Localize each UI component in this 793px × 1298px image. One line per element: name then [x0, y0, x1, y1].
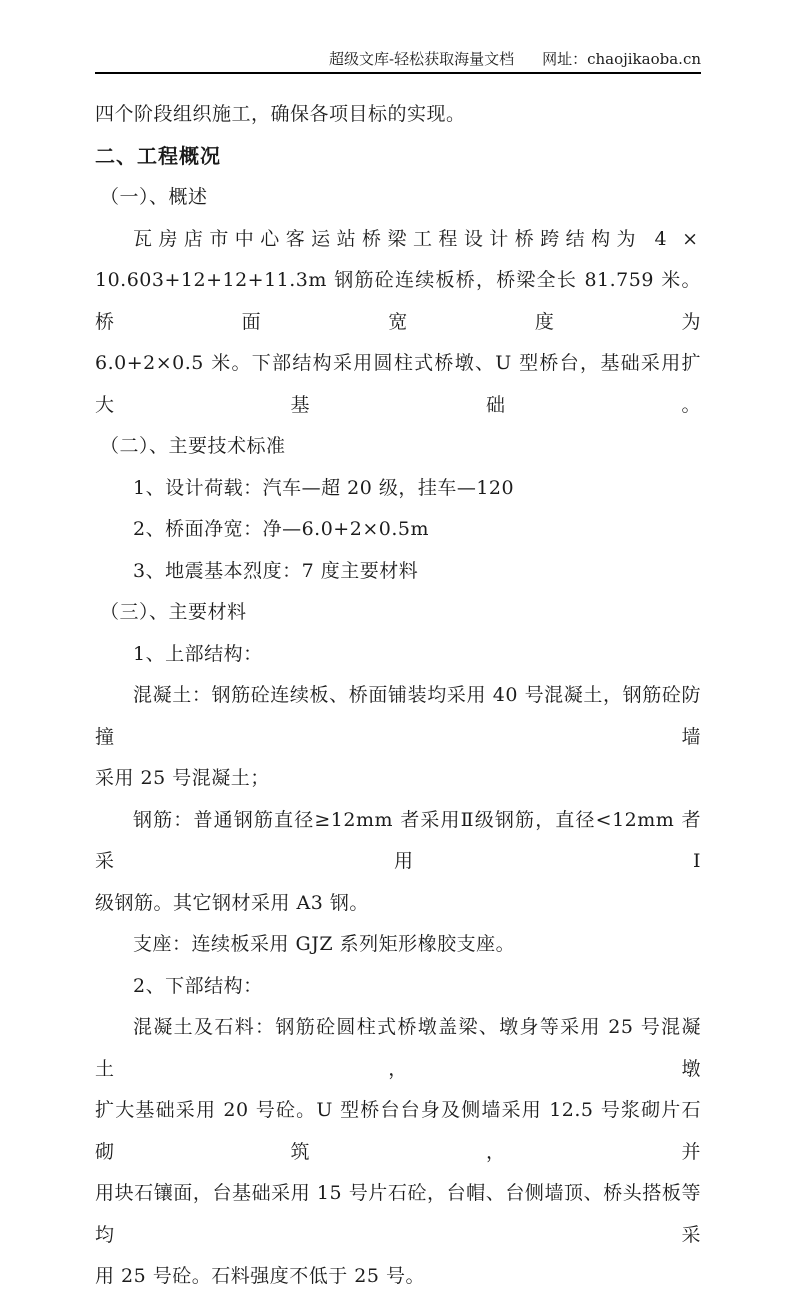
section-heading-overview: 二、工程概况	[95, 143, 221, 168]
subsection-heading-1: （一）、概述	[100, 186, 208, 208]
doc-line: 10.603+12+12+11.3m 钢筋砼连续板桥，桥梁全长 81.759 米。桥面宽度为	[95, 269, 701, 333]
doc-line: 采用 25 号混凝土；	[95, 767, 270, 789]
page-header	[95, 48, 701, 70]
list-item-substructure: 2、下部结构：	[133, 974, 263, 997]
doc-line: 用 25 号砼。石料强度不低于 25 号。	[95, 1265, 426, 1287]
header-url-text: 网址：chaojikaoba.cn	[542, 50, 701, 68]
list-item-seismic: 3、地震基本烈度：7 度主要材料	[133, 559, 419, 582]
doc-line: 支座：连续板采用 GJZ 系列矩形橡胶支座。	[133, 933, 516, 955]
doc-line: 混凝土及石料：钢筋砼圆柱式桥墩盖梁、墩身等采用 25 号混凝土，墩	[95, 1016, 701, 1080]
doc-line: 钢筋：普通钢筋直径≥12mm 者采用Ⅱ级钢筋，直径<12mm 者采用Ⅰ	[95, 808, 701, 872]
document-body	[95, 94, 701, 1298]
list-item-deck-width: 2、桥面净宽：净—6.0+2×0.5m	[133, 518, 429, 540]
header-divider-rule	[95, 72, 701, 74]
doc-line: 扩大基础采用 20 号砼。U 型桥台台身及侧墙采用 12.5 号浆砌片石砌筑，并	[95, 1099, 701, 1163]
doc-line: 级钢筋。其它钢材采用 A3 钢。	[95, 891, 369, 914]
doc-line: 用块石镶面，台基础采用 15 号片石砼，台帽、台侧墙顶、桥头搭板等均采	[95, 1182, 701, 1246]
header-brand-text: 超级文库-轻松获取海量文档	[329, 50, 515, 68]
list-item-superstructure: 1、上部结构：	[133, 642, 263, 665]
doc-line: 6.0+2×0.5 米。下部结构采用圆柱式桥墩、U 型桥台，基础采用扩大基础。	[95, 352, 701, 416]
doc-line: 混凝土：钢筋砼连续板、桥面铺装均采用 40 号混凝土，钢筋砼防撞墙	[95, 684, 701, 748]
subsection-heading-3: （三）、主要材料	[100, 601, 247, 623]
subsection-heading-2: （二）、主要技术标准	[100, 435, 286, 457]
list-item-design-load: 1、设计荷载：汽车—超 20 级，挂车—120	[133, 476, 515, 499]
doc-line-continuation: 四个阶段组织施工，确保各项目标的实现。	[95, 103, 466, 125]
doc-line: 瓦房店市中心客运站桥梁工程设计桥跨结构为 4 ×	[133, 227, 701, 250]
